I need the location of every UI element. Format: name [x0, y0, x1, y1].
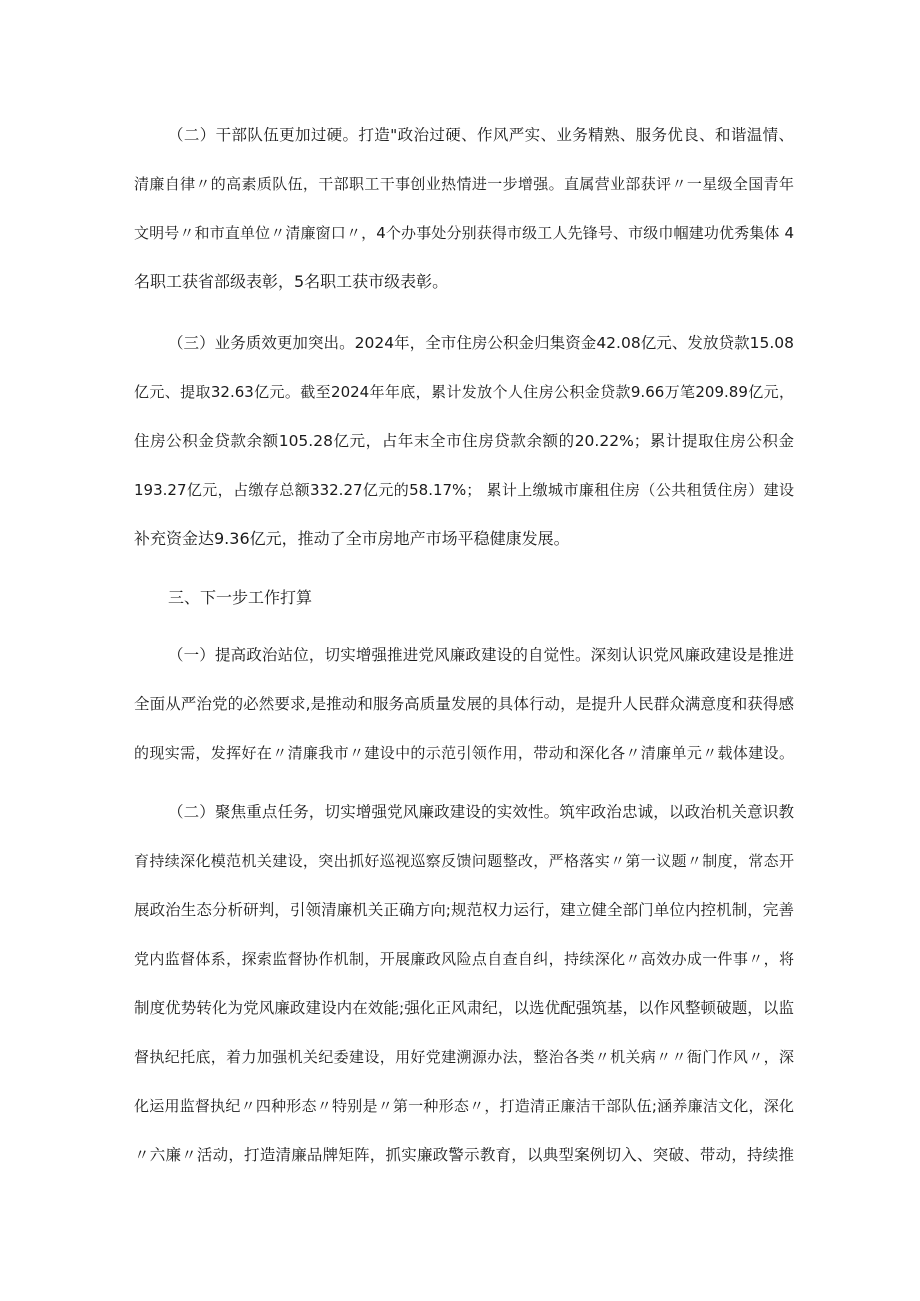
text-line: 〃六廉〃活动，打造清廉品牌矩阵，抓实廉政警示教育，以典型案例切入、突破、带动，持续推 [134, 1146, 794, 1164]
text-line: （三）业务质效更加突出。2024年，全市住房公积金归集资金42.08亿元、发放贷款15.08 [168, 334, 794, 352]
text-line: 193.27亿元，占缴存总额332.27亿元的58.17%； 累计上缴城市廉租住房（公共租赁住房）建设 [134, 481, 794, 499]
text-line: 督执纪托底，着力加强机关纪委建设，用好党建溯源办法，整治各类〃机关病〃〃衙门作风〃，深 [134, 1048, 794, 1066]
text-line: 制度优势转化为党风廉政建设内在效能;强化正风肃纪，以选优配强筑基，以作风整顿破题，以监 [134, 999, 794, 1017]
text-line: 补充资金达9.36亿元，推动了全市房地产市场平稳健康发展。 [134, 529, 570, 548]
text-line: 名职工获省部级表彰，5名职工获市级表彰。 [134, 272, 449, 291]
section-heading: 三、下一步工作打算 [168, 588, 313, 607]
text-line: 化运用监督执纪〃四种形态〃特别是〃第一种形态〃，打造清正廉洁干部队伍;涵养廉洁文化，深化 [134, 1097, 794, 1115]
text-line: 全面从严治党的必然要求,是推动和服务高质量发展的具体行动，是提升人民群众满意度和获得感 [134, 695, 794, 713]
text-line: 育持续深化模范机关建设，突出抓好巡视巡察反馈问题整改，严格落实〃第一议题〃制度，常态开 [134, 852, 794, 870]
text-line: 的现实需，发挥好在〃清廉我市〃建设中的示范引领作用，带动和深化各〃清廉单元〃载体建设。 [134, 744, 794, 762]
text-line: 党内监督体系，探索监督协作机制，开展廉政风险点自查自纠，持续深化〃高效办成一件事〃，将 [134, 950, 794, 968]
text-line: 住房公积金贷款余额105.28亿元，占年末全市住房贷款余额的20.22%；累计提取住房公积金 [134, 432, 794, 450]
text-line: （二）干部队伍更加过硬。打造"政治过硬、作风严实、业务精熟、服务优良、和谐温情、 [168, 126, 794, 144]
text-line: 清廉自律〃的高素质队伍，干部职工干事创业热情进一步增强。直属营业部获评〃一星级全国青年 [134, 175, 794, 193]
text-line: 展政治生态分析研判，引领清廉机关正确方向;规范权力运行，建立健全部门单位内控机制，完善 [134, 901, 794, 919]
text-line: 亿元、提取32.63亿元。截至2024年年底，累计发放个人住房公积金贷款9.66万笔209.89亿元， [134, 383, 794, 401]
text-line: （二）聚焦重点任务，切实增强党风廉政建设的实效性。筑牢政治忠诚，以政治机关意识教 [168, 803, 794, 821]
text-line: （一）提高政治站位，切实增强推进党风廉政建设的自觉性。深刻认识党风廉政建设是推进 [168, 646, 794, 664]
text-line: 文明号〃和市直单位〃清廉窗口〃，4个办事处分别获得市级工人先锋号、市级巾帼建功优秀集体 4 [134, 224, 794, 242]
